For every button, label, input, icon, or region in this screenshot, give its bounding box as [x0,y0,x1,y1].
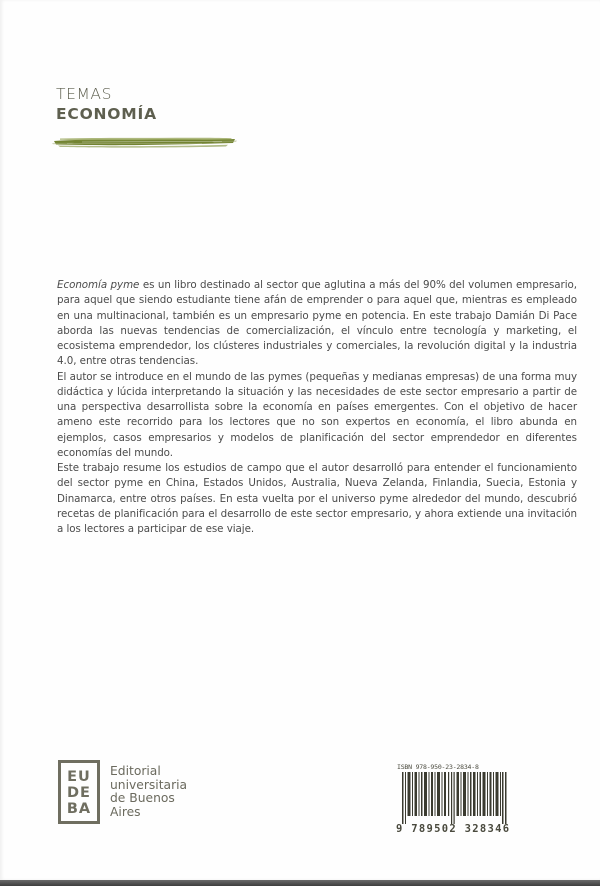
series-label: TEMAS [56,85,113,103]
series-name: ECONOMÍA [56,105,157,123]
logo-row: BA [66,800,92,817]
blurb-paragraph-2: El autor se introduce en el mundo de las pymes (pequeñas y medianas empresas) de una forma muy didáctica y lúcida interpretando la situación y las necesidades de este sector empresario a partir de una perspectiva desarrollista sobre la economía en países emergentes. Con el objetivo de hacer ameno este recorrido para los lectores que no son expertos en economía, el libro abunda en ejemplos, casos empresarios y modelos de planificación del sector emprendedor en diferentes economías del mundo. [57,370,577,459]
isbn-barcode [396,763,514,835]
publisher-name-line: Editorial [110,764,161,778]
publisher-name-line: universitaria [110,777,188,792]
eudeba-logo-mark [58,760,100,824]
brush-stroke-divider [52,134,237,150]
publisher-name-line: Aires [110,804,141,819]
barcode-digits: 9 789502 328346 [396,823,511,835]
logo-row: EU [67,768,91,785]
book-title-italic: Economía pyme [57,279,140,291]
logo-row: DE [67,784,91,801]
publisher-logo [58,760,187,824]
barcode-bars-icon [396,772,512,824]
blurb-paragraph-3: Este trabajo resume los estudios de campo que el autor desarrolló para entender el funcionamiento del sector pyme en China, Estados Unidos, Australia, Nueva Zelanda, Finlandia, Suecia, Estonia y Dinamarca, entre otros países. En esta vuelta por el universo pyme alrededor del mundo, descubrió recetas de planificación para el desarrollo de este sector empresario, y ahora extiende una invitación a los lectores a participar de ese viaje. [57,462,577,535]
series-heading [56,84,157,125]
publisher-name-line: de Buenos [110,791,175,805]
publisher-name [110,765,187,819]
blurb-paragraph-1 [57,278,577,370]
isbn-label: ISBN 978-950-23-2834-8 [397,763,479,771]
scan-bottom-edge [0,880,600,886]
back-cover-blurb [57,278,577,537]
blurb-paragraph-1-text: es un libro destinado al sector que aglutina a más del 90% del volumen empresario, para aquel que siendo estudiante tiene afán de emprender o para aquel que, mientras es empleado en una multinacional, también es un empresario pyme en potencia. En este trabajo Damián Di Pace aborda las nuevas tendencias de comercialización, el vínculo entre tecnología y marketing, el ecosistema emprendedor, los clústeres industriales y comerciales, la revolución digital y la industria 4.0, entre otras tendencias. [57,279,577,368]
